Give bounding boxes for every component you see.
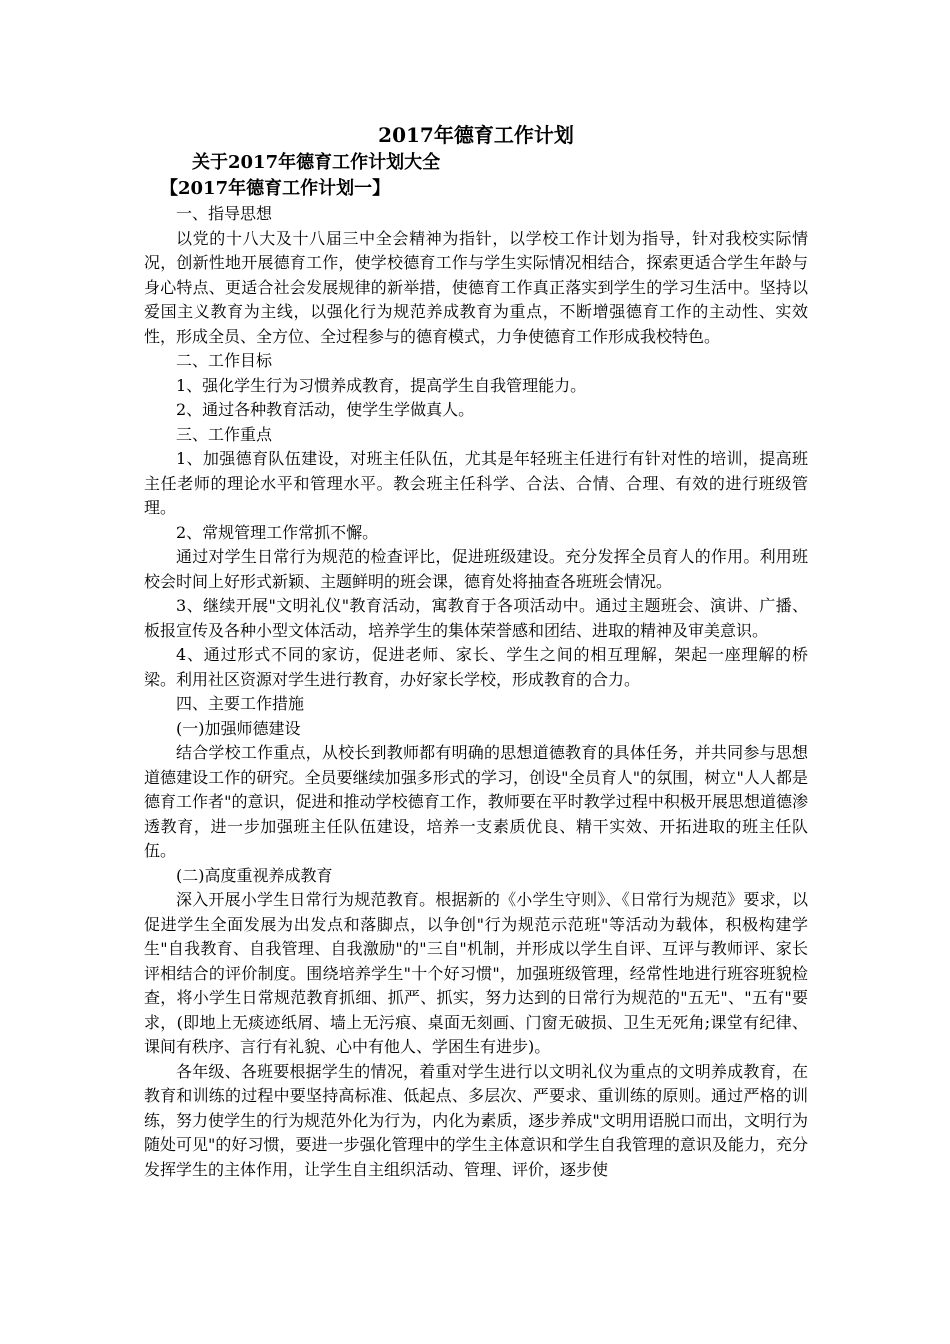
document-body: [144, 202, 808, 1182]
document-page: [144, 120, 808, 1182]
document-subtitle: 关于2017年德育工作计划大全: [192, 152, 441, 173]
document-title: 2017年德育工作计划: [378, 123, 574, 147]
paragraph: 2、通过各种教育活动，使学生学做真人。: [176, 400, 475, 419]
paragraph: 通过对学生日常行为规范的检查评比，促进班级建设。充分发挥全员育人的作用。利用班校会时间上好形式新颖、主题鲜明的班会课，德育处将抽查各班班会情况。: [144, 547, 808, 591]
section-heading: 二、工作目标: [176, 351, 273, 370]
section-heading: 四、主要工作措施: [176, 694, 305, 713]
paragraph: 4、通过形式不同的家访，促进老师、家长、学生之间的相互理解，架起一座理解的桥梁。利用社区资源对学生进行教育，办好家长学校，形成教育的合力。: [144, 645, 808, 689]
paragraph: 2、常规管理工作常抓不懈。: [176, 522, 379, 542]
section-heading: (二)高度重视养成教育: [176, 865, 333, 885]
part-title: 【2017年德育工作计划一】: [160, 178, 391, 199]
paragraph: 深入开展小学生日常行为规范教育。根据新的《小学生守则》、《日常行为规范》要求，以促进学生全面发展为出发点和落脚点，以争创"行为规范示范班"等活动为载体，积极构建学生"自我教育、自我管理、自我激励"的"三自"机制，并形成以学生自评、互评与教师评、家长评相结合的评价制度。围绕培养学生"十个好习惯"，加强班级管理，经常性地进行班容班貌检查，将小学生日常规范教育抓细、抓严、抓实，努力达到的日常行为规范的"五无"、"五有"要求，(即地上无痰迹纸屑、墙上无污痕、桌面无刻画、门窗无破损、卫生无死角;课堂有纪律、课间有秩序、言行有礼貌、心中有他人、学困生有进步)。: [144, 890, 808, 1056]
section-heading: (一)加强师德建设: [176, 718, 301, 738]
paragraph: 3、继续开展"文明礼仪"教育活动，寓教育于各项活动中。通过主题班会、演讲、广播、板报宣传及各种小型文体活动，培养学生的集体荣誉感和团结、进取的精神及审美意识。: [144, 596, 808, 640]
section-heading: 一、指导思想: [176, 204, 273, 223]
paragraph: 各年级、各班要根据学生的情况，着重对学生进行以文明礼仪为重点的文明养成教育，在教育和训练的过程中要坚持高标准、低起点、多层次、严要求、重训练的原则。通过严格的训练，努力使学生的行为规范外化为行为，内化为素质，逐步养成"文明用语脱口而出，文明行为随处可见"的好习惯，要进一步强化管理中的学生主体意识和学生自我管理的意识及能力，充分发挥学生的主体作用，让学生自主组织活动、管理、评价，逐步使: [144, 1061, 808, 1179]
paragraph: 以党的十八大及十八届三中全会精神为指针，以学校工作计划为指导，针对我校实际情况，创新性地开展德育工作，使学校德育工作与学生实际情况相结合，探索更适合学生年龄与身心特点、更适合社会发展规律的新举措，使德育工作真正落实到学生的学习生活中。坚持以爱国主义教育为主线，以强化行为规范养成教育为重点，不断增强德育工作的主动性、实效性，形成全员、全方位、全过程参与的德育模式，力争使德育工作形成我校特色。: [144, 228, 808, 346]
paragraph: 1、加强德育队伍建设，对班主任队伍，尤其是年轻班主任进行有针对性的培训，提高班主任老师的理论水平和管理水平。教会班主任科学、合法、合情、合理、有效的进行班级管理。: [144, 449, 808, 517]
paragraph: 1、强化学生行为习惯养成教育，提高学生自我管理能力。: [176, 375, 587, 395]
section-heading: 三、工作重点: [176, 424, 273, 444]
paragraph: 结合学校工作重点，从校长到教师都有明确的思想道德教育的具体任务，并共同参与思想道德建设工作的研究。全员要继续加强多形式的学习，创设"全员育人"的氛围，树立"人人都是德育工作者"的意识，促进和推动学校德育工作，教师要在平时教学过程中积极开展思想道德渗透教育，进一步加强班主任队伍建设，培养一支素质优良、精干实效、开拓进取的班主任队伍。: [144, 743, 808, 860]
